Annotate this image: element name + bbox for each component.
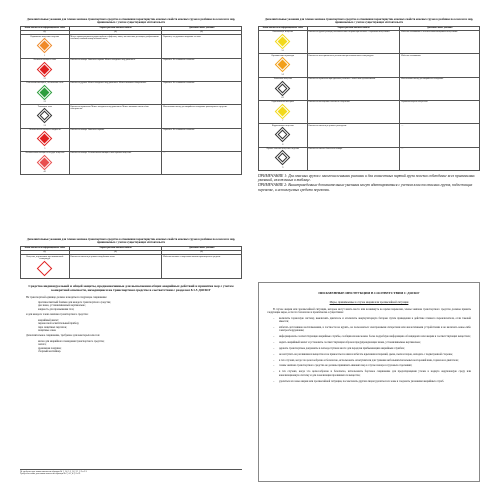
sign-cell (259, 31, 308, 54)
action-cell: Укрыться. Не оставаться в низинах. (162, 128, 242, 151)
hazard-rows (21, 35, 242, 175)
hazard-label-icon (275, 150, 291, 166)
table-row (259, 54, 480, 77)
col-header-actions: Дополнительные указания (162, 26, 242, 30)
row-title: Невоспламеняющиеся, нетоксичные газы (26, 82, 64, 85)
equipment-list-1 (20, 301, 242, 311)
hot-substance-sign-icon (37, 260, 53, 276)
label-number: 1 (44, 54, 46, 57)
sign-cell (259, 124, 308, 147)
hazard-label-icon (37, 131, 53, 147)
hazard-cell: Опасность отравления при вдыхании, контакте с кожей или проглатывании. (307, 77, 400, 100)
action-cell: Укрыться, но держаться подальше от окон. (162, 35, 242, 58)
action-cell: — (400, 124, 480, 147)
label-number: 5.1 (281, 50, 285, 53)
hazard-cell: Могут характеризоваться рядом свойств и эффектов, таких, как массовая детонация; разбрасывание осколков; сильный пожар/тепловой поток. (69, 35, 162, 58)
action-cell: Ограничить время облучения. (400, 100, 480, 123)
label-number: 7 (282, 120, 284, 123)
label-number: 9 (282, 166, 284, 169)
sign-cell (259, 100, 308, 123)
hazard-cell: Опасность ожогов в результате воздействия тепла. (69, 255, 162, 278)
note-1: ПРИМЕЧАНИЕ 1: Для опасных грузов с многочисленными рисками и для совместных партий груза полезно соблюдение всех применимых указаний, изложенных в таблице. (258, 173, 475, 183)
row-title: Воспламеняющиеся газы (33, 59, 56, 62)
document-page-1 (20, 18, 242, 240)
col-header-signs: Знаки опасности и информационные табло (21, 26, 70, 30)
table-row (259, 124, 480, 147)
document-page-2 (258, 18, 480, 240)
label-number: 2.1 (43, 78, 47, 81)
col-number: (2) (69, 31, 162, 35)
table-row (21, 151, 242, 174)
table-row (21, 35, 242, 58)
hazard-table-2 (258, 26, 480, 171)
list-item: противооткатный башмак для каждого транспортного средства; (38, 301, 111, 305)
hazard-cell: Опасность удушья. Может находиться под давлением. Может вызывать обморожение. (69, 81, 162, 104)
hazard-label-icon (37, 61, 53, 77)
col-header-actions: Дополнительные указания (400, 26, 480, 30)
hazard-cell: Опасность поглощения и внешнего облучения. (307, 100, 400, 123)
note-2: ПРИМЕЧАНИЕ 2: Вышеприведенные дополнительные указания могут адаптироваться с учетом классов опасных грузов, подлежащих перевозке, и используемых средств перевозки. (258, 182, 473, 192)
list-item: – в тех случаях, когда это целесообразно и безопасно, использовать огнетушители для тушения небольших/начальных возгораний шин, тормозов и двигателя; (279, 359, 471, 362)
hazard-cell: Опасность ожогов в результате разъедания. (307, 124, 400, 147)
col-number: (1) (21, 251, 70, 255)
equipment-extra: Дополнительное снаряжение, требуемое для некоторых классов: (26, 334, 100, 338)
row-title: Токсичные газы (37, 105, 52, 108)
hazard-table-3 (20, 246, 242, 279)
list-item: – избегать источников воспламенения, в частности не курить, не пользоваться электронными сигаретами или аналогичными устройствами и не включать какое-либо электрооборудование; (279, 326, 471, 333)
page1-header: Дополнительные указания для членов экипажа транспортного средства в отношении характеристик опасных свойств опасных грузов в разбивке по классам и мер, принимаемых с учетом существующих обстоятельств (26, 18, 236, 25)
sign-cell (259, 77, 308, 100)
hazard-label-icon (37, 85, 53, 101)
list-item: защитные очки. (38, 328, 57, 332)
hazard-label-icon (37, 108, 53, 124)
list-item: – удалиться из зоны аварии или чрезвычайной ситуации, посоветовать другим лицам удалиться из зоны и следовать указаниям аварийных служб. (279, 380, 471, 383)
list-item: два знака, устанавливаемых вертикально; (38, 304, 86, 308)
sign-cell (21, 81, 70, 104)
list-item: – информировать соответствующие аварийные службы, сообщив им как можно более подробную информацию об инциденте или аварии и соответствующих веществах; (279, 335, 471, 338)
row-title: Коррозионные вещества (271, 124, 294, 127)
row-title: Органические пероксиды (271, 54, 295, 57)
equipment-title: Средства индивидуальной и общей защиты, предназначенные для выполнения общих аварийных действий и принятия мер с учетом конкретной опасности, находящиеся на транспортном средстве в соответствии с разделом 8.1.5 ДОПОГ (28, 283, 234, 292)
document-page-4 (258, 282, 480, 482)
footnote-2: Требуется только для знаков опасности образцов № 3, 4.1, 4.3, 8 и 9. (20, 473, 81, 476)
row-title: Прочие опасные вещества и изделия (266, 147, 299, 150)
list-item: пара защитных перчаток; (38, 325, 67, 329)
page2-header: Дополнительные указания для членов экипажа транспортного средства в отношении характеристик опасных свойств опасных грузов в разбивке по классам и мер, принимаемых с учетом существующих обстоятельств (264, 18, 474, 25)
sign-cell (21, 255, 70, 278)
row-title: Вещества, перевозимые при повышенной температуре (26, 255, 64, 261)
sign-cell (259, 147, 308, 170)
action-cell: Укрыться. Не оставаться в низинах. (162, 81, 242, 104)
list-item: лопата; (38, 343, 47, 347)
hazard-label-icon (275, 34, 291, 50)
equipment-list-3 (20, 340, 242, 354)
action-cell: Укрыться. Не оставаться в низинах. (162, 58, 242, 81)
row-title: Окисляющие вещества (272, 31, 294, 34)
action-cell: Использовать маску для аварийного покидания. (400, 77, 480, 100)
row-title: Легковоспламеняющиеся жидкости (28, 128, 61, 131)
list-item: – не наступать на разлившиеся вещества и не прикасаться к ним и избегать вдыхания испарений, дыма, пыли и паров, находясь с подветренной стороны; (279, 353, 471, 356)
action-cell: Избегать контакта с нагретыми частями транспортного средства. (162, 255, 242, 278)
table-row (259, 100, 480, 123)
action-cell: Избегать смешивания с легковоспламеняющимися веществами. (400, 31, 480, 54)
hazard-cell: Опасность пожара. Опасность взрыва. Может находиться под давлением. (69, 58, 162, 81)
table-row (259, 77, 480, 100)
row-title: Взрывчатые вещества и изделия (30, 35, 60, 38)
label-number: 5.2 (281, 73, 285, 76)
label-number: 8 (282, 143, 284, 146)
sign-cell (21, 58, 70, 81)
table-row (21, 128, 242, 151)
list-item: аварийный жилет; (38, 318, 59, 322)
hazard-label-icon (275, 80, 291, 96)
table-row (21, 105, 242, 128)
hazard-label-icon (275, 127, 291, 143)
list-item: маска для аварийного покидания транспортного средства; (38, 339, 105, 343)
instructions-list (259, 317, 479, 383)
label-number: 4.1 (43, 171, 47, 174)
equipment-list-2 (20, 319, 242, 333)
row-title: Радиоактивный материал (271, 101, 295, 104)
list-item: жидкость для промывания глаз; (38, 307, 75, 311)
hazard-cell: Опасность ожогов. Опасность пожара. (307, 147, 400, 170)
label-number: 2.3 (43, 124, 47, 127)
table-row (21, 81, 242, 104)
col-number: (3) (162, 31, 242, 35)
hazard-label-icon (275, 104, 291, 120)
label-number: 2.2 (43, 101, 47, 104)
hazard-cell: Опасность пожара. Легковоспламеняющиеся или горючие вещества. (69, 151, 162, 174)
action-cell: — (162, 151, 242, 174)
col-header-actions: Дополнительные указания (162, 246, 242, 250)
footnote-1: Не требуется для знаков опасности образцов № 1, 1.4, 1.5, 1.6, 2.1, 2.2 и 2.3. (20, 470, 88, 473)
hazard-cell: Опасность отравления. Может находиться под давлением. Может вызывать ожоги и/или обморожение. (69, 105, 162, 128)
row-title: Легковоспламеняющиеся твердые вещества (25, 152, 65, 155)
col-header-hazard: Характеристики опасных свойств (69, 26, 162, 30)
equipment-intro: На транспортной единице должно находиться следующее снаряжение: (26, 295, 108, 299)
list-item: – надеть аварийный жилет и установить соответствующим образом предупреждающие знаки, устанавливаемые вертикально; (279, 341, 471, 344)
table-row (21, 255, 242, 278)
footnotes (20, 469, 242, 476)
instructions-subtitle: Меры, принимаемые в случае аварии или чрезвычайной ситуации (329, 301, 409, 304)
table-row (21, 58, 242, 81)
hazard-table-1 (20, 26, 242, 175)
col-header-signs: Знаки опасности и информационные табло (259, 26, 308, 30)
list-item: – члены экипажа транспортного средства не должны принимать никаких мер в случае пожара в грузовых отделениях; (279, 364, 471, 367)
list-item: – в тех случаях, когда это целесообразно и безопасно, использовать бортовое снаряжение для предотвращения утечек в водную окружающую среду или канализационную систему и для локализации пролившегося вещества; (279, 370, 471, 377)
sign-cell (21, 128, 70, 151)
action-cell: — (400, 147, 480, 170)
col-number: (1) (21, 31, 70, 35)
col-number: (3) (162, 251, 242, 255)
document-page-3 (20, 238, 242, 480)
list-item: – включить тормозную систему, выключить двигатель и отключить аккумуляторную батарею путем приведения в действие главного переключателя, если таковой имеется; (279, 317, 471, 324)
hazard-label-icon (37, 154, 53, 170)
col-header-signs: Знаки опасности и информационные табло (21, 246, 70, 250)
list-item: сборный контейнер. (38, 349, 62, 353)
list-item: – держать транспортные документы в легкодоступном месте для передачи прибывающим аварийным службам; (279, 347, 471, 350)
sign-cell (21, 151, 70, 174)
list-item: дренажная ловушка; (38, 346, 62, 350)
col-header-hazard: Характеристики опасных свойств (307, 26, 400, 30)
hazard-label-icon (275, 57, 291, 73)
table-row (259, 31, 480, 54)
col-number: (2) (69, 251, 162, 255)
table-row (259, 147, 480, 170)
sign-cell (21, 35, 70, 58)
col-header-hazard: Характеристики опасных свойств (69, 246, 162, 250)
equipment-intro-2: и для каждого члена экипажа транспортного средства: (26, 313, 89, 317)
page3-header: Дополнительные указания для членов экипажа транспортного средства в отношении характеристик опасных свойств опасных грузов в разбивке по классам и мер, принимаемых с учетом существующих обстоятельств (26, 238, 236, 245)
hazard-label-icon (37, 38, 53, 54)
hazard-rows (259, 31, 480, 171)
sign-cell (259, 54, 308, 77)
action-cell: Избегать смешивания. (400, 54, 480, 77)
instructions-intro: В случае аварии или чрезвычайной ситуации, которые могут иметь место или возникнуть во время перевозки, члены экипажа транспортного средства должны принять следующие меры, если это безопасно и практически осуществимо: (267, 308, 471, 315)
instructions-title: ПИСЬМЕННЫЕ ИНСТРУКЦИИ В СООТВЕТСТВИИ С ДОПОГ (318, 291, 420, 295)
label-number: 3 (44, 147, 46, 150)
sign-cell (21, 105, 70, 128)
hazard-cell: Опасность бурной реакции, воспламенения и взрыва при контакте с горючими веществами. (307, 31, 400, 54)
action-cell: Использовать маску для аварийного покидания транспортного средства. (162, 105, 242, 128)
hazard-cell: Опасность экзотермического разложения при повышенных температурах. (307, 54, 400, 77)
row-title: Токсичные вещества (273, 78, 292, 81)
hazard-cell: Опасность пожара. Опасность взрыва. (69, 128, 162, 151)
list-item: переносной осветительный прибор; (38, 322, 80, 326)
label-number: 6.1 (281, 97, 285, 100)
